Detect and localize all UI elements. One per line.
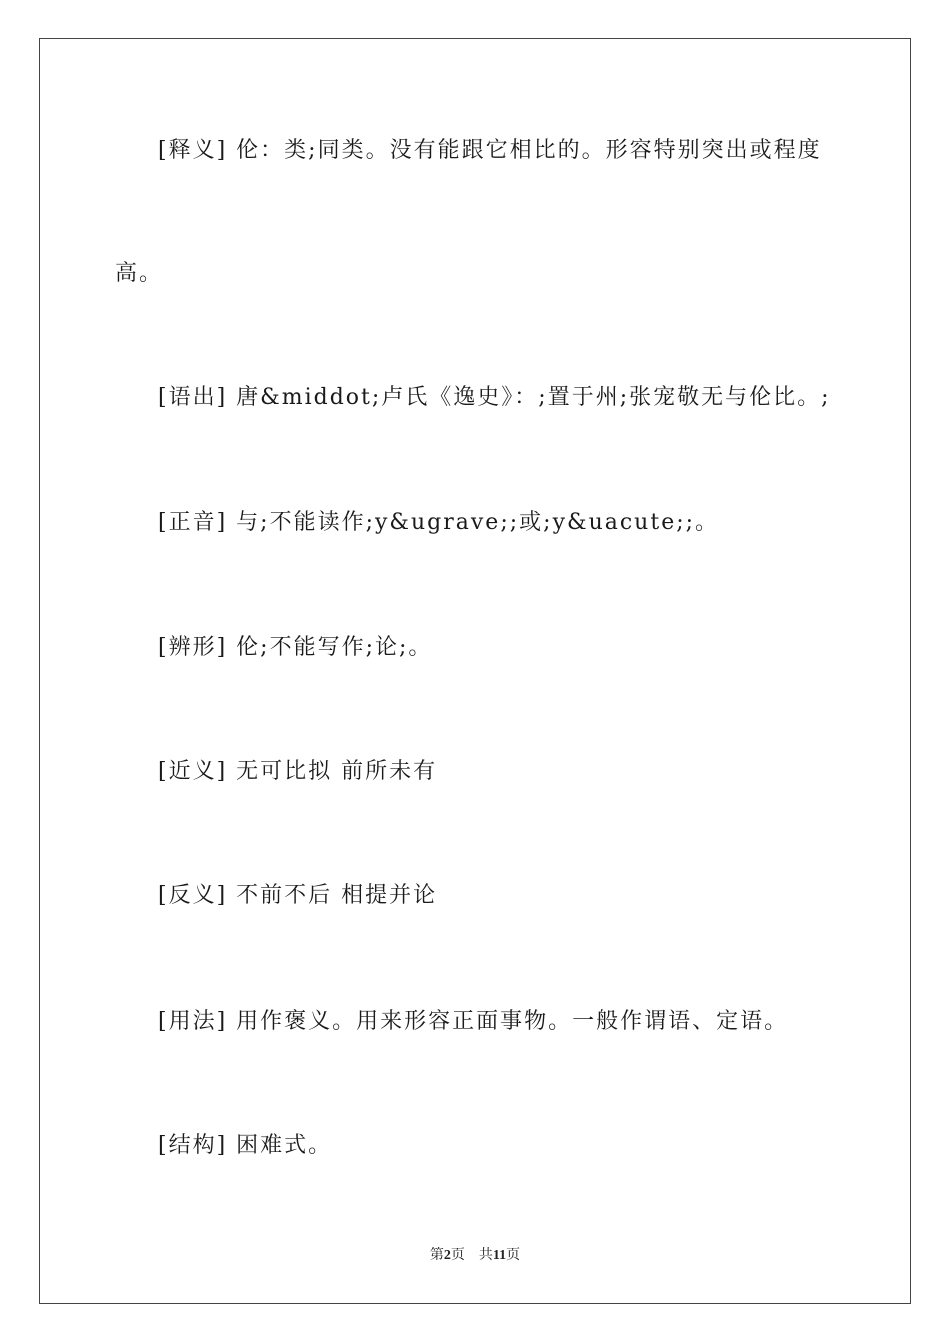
footer-page-number: 2 bbox=[443, 1248, 451, 1263]
paragraph-fanyi: [反义] 不前不后 相提并论 bbox=[158, 883, 438, 908]
paragraph-bianxing: [辨形] 伦;不能写作;论;。 bbox=[158, 635, 433, 660]
footer-page-suffix: 页 bbox=[450, 1248, 465, 1263]
page-border bbox=[39, 38, 911, 1304]
footer-total-pages: 11 bbox=[492, 1248, 507, 1263]
paragraph-yuchu: [语出] 唐&middot;卢氏《逸史》：;置于州;张宠敬无与伦比。; bbox=[158, 385, 831, 410]
paragraph-shiyi-line2: 高。 bbox=[115, 261, 164, 286]
footer-total-prefix: 共 bbox=[478, 1248, 493, 1263]
page-footer bbox=[0, 1247, 950, 1265]
paragraph-yongfa: [用法] 用作褒义。用来形容正面事物。一般作谓语、定语。 bbox=[158, 1009, 789, 1034]
paragraph-jiegou: [结构] 困难式。 bbox=[158, 1133, 333, 1158]
footer-total-suffix: 页 bbox=[506, 1248, 521, 1263]
paragraph-zhengyin: [正音] 与;不能读作;y&ugrave;;或;y&uacute;;。 bbox=[158, 510, 720, 535]
paragraph-shiyi-line1: [释义] 伦：类;同类。没有能跟它相比的。形容特别突出或程度 bbox=[158, 138, 822, 163]
footer-prefix: 第 bbox=[429, 1248, 444, 1263]
paragraph-jinyi: [近义] 无可比拟 前所未有 bbox=[158, 759, 438, 784]
